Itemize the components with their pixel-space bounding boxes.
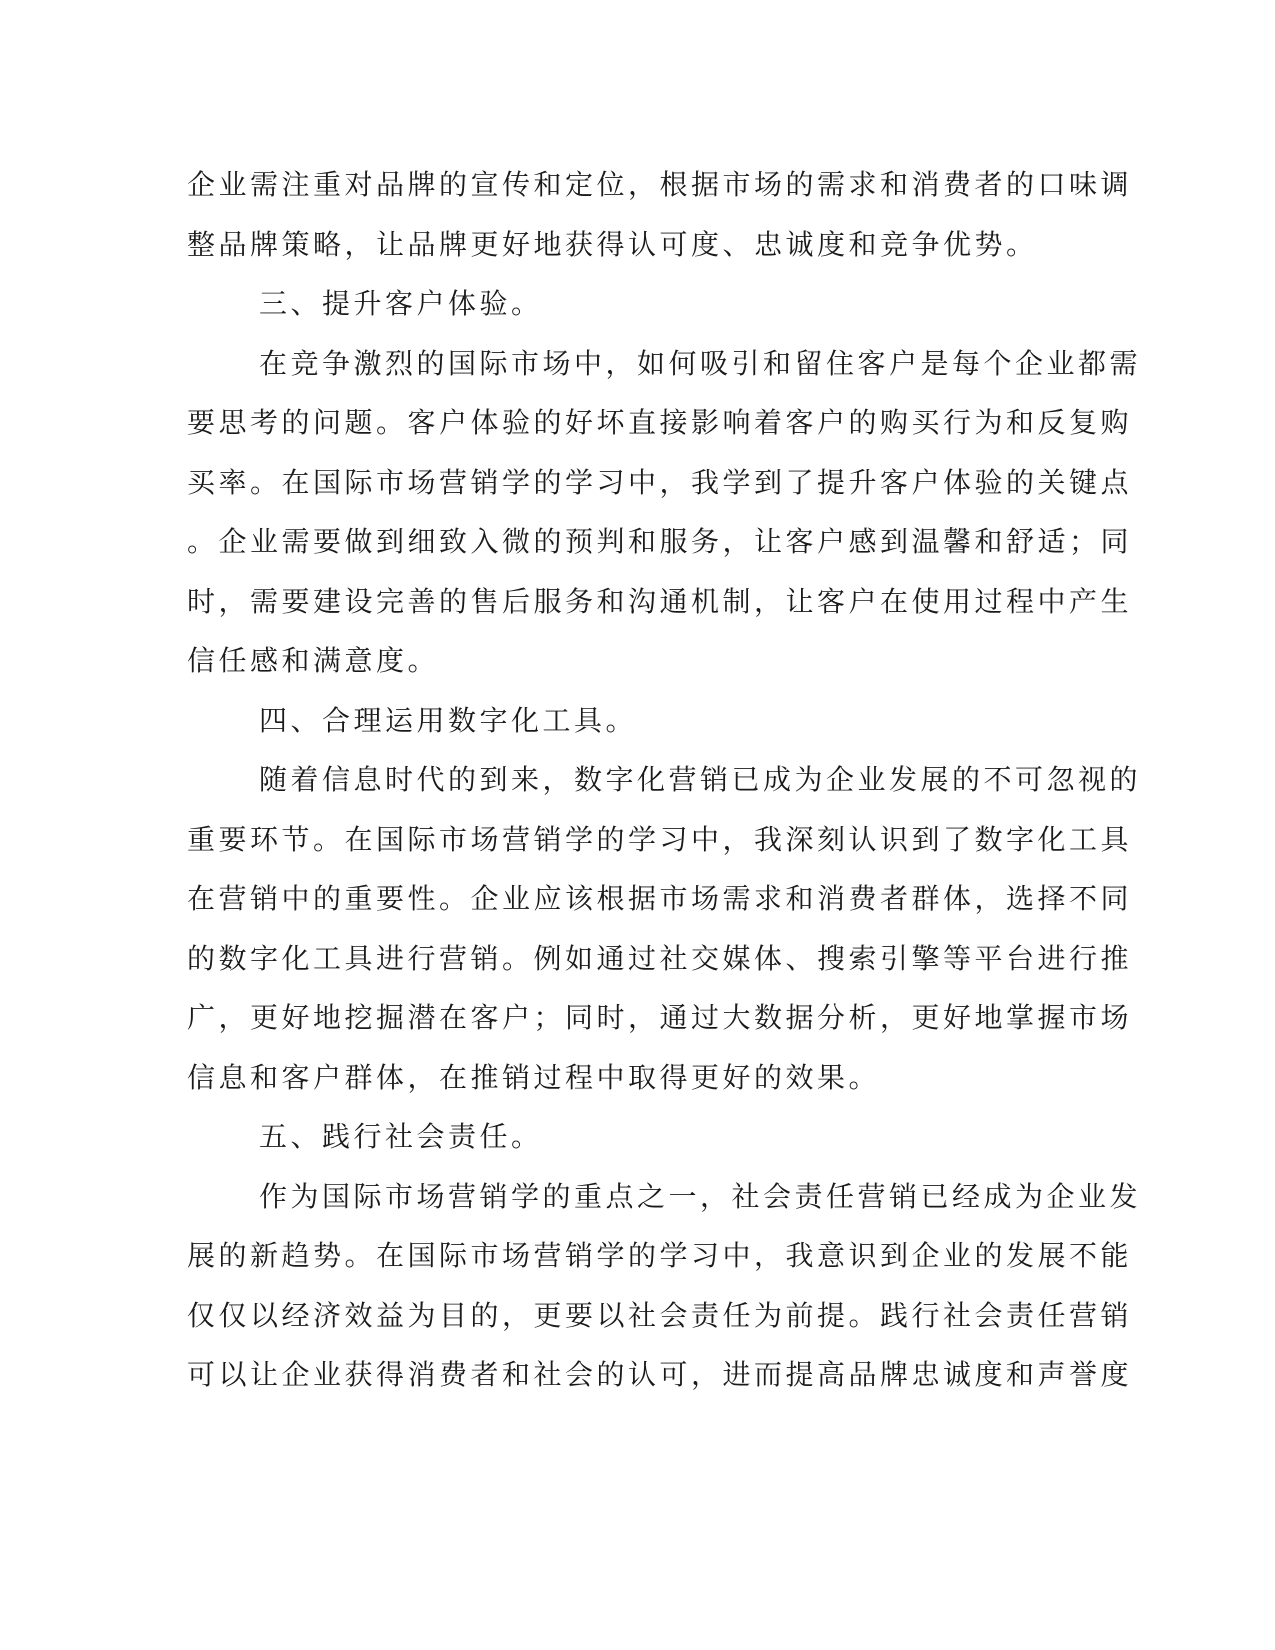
text-line: 信息和客户群体，在推销过程中取得更好的效果。 bbox=[187, 1060, 881, 1094]
section-heading-3: 三、提升客户体验。 bbox=[259, 287, 543, 320]
text-line: 企业需注重对品牌的宣传和定位，根据市场的需求和消费者的口味调 bbox=[187, 168, 1133, 201]
text-line: 重要环节。在国际市场营销学的学习中，我深刻认识到了数字化工具 bbox=[187, 822, 1133, 856]
text-line: 展的新趋势。在国际市场营销学的学习中，我意识到企业的发展不能 bbox=[187, 1239, 1133, 1272]
text-line: 作为国际市场营销学的重点之一，社会责任营销已经成为企业发 bbox=[259, 1179, 1142, 1213]
section-heading-4: 四、合理运用数字化工具。 bbox=[259, 703, 638, 737]
text-line: 仅仅以经济效益为目的，更要以社会责任为前提。践行社会责任营销 bbox=[187, 1298, 1133, 1332]
text-line: 可以让企业获得消费者和社会的认可，进而提高品牌忠诚度和声誉度 bbox=[187, 1358, 1133, 1391]
text-line: 。企业需要做到细致入微的预判和服务，让客户感到温馨和舒适；同 bbox=[187, 525, 1133, 558]
section-heading-5: 五、践行社会责任。 bbox=[259, 1120, 543, 1153]
text-line: 在竞争激烈的国际市场中，如何吸引和留住客户是每个企业都需 bbox=[259, 346, 1142, 380]
text-line: 时，需要建设完善的售后服务和沟通机制，让客户在使用过程中产生 bbox=[187, 584, 1133, 618]
text-line: 要思考的问题。客户体验的好坏直接影响着客户的购买行为和反复购 bbox=[187, 406, 1133, 439]
text-line: 整品牌策略，让品牌更好地获得认可度、忠诚度和竞争优势。 bbox=[187, 227, 1038, 261]
text-line: 买率。在国际市场营销学的学习中，我学到了提升客户体验的关键点 bbox=[187, 465, 1133, 499]
text-line: 在营销中的重要性。企业应该根据市场需求和消费者群体，选择不同 bbox=[187, 882, 1133, 915]
text-line: 随着信息时代的到来，数字化营销已成为企业发展的不可忽视的 bbox=[259, 763, 1142, 796]
document-body bbox=[187, 155, 1142, 1405]
text-line: 广，更好地挖掘潜在客户；同时，通过大数据分析，更好地掌握市场 bbox=[187, 1001, 1133, 1034]
text-line: 信任感和满意度。 bbox=[187, 644, 440, 677]
text-line: 的数字化工具进行营销。例如通过社交媒体、搜索引擎等平台进行推 bbox=[187, 941, 1133, 975]
